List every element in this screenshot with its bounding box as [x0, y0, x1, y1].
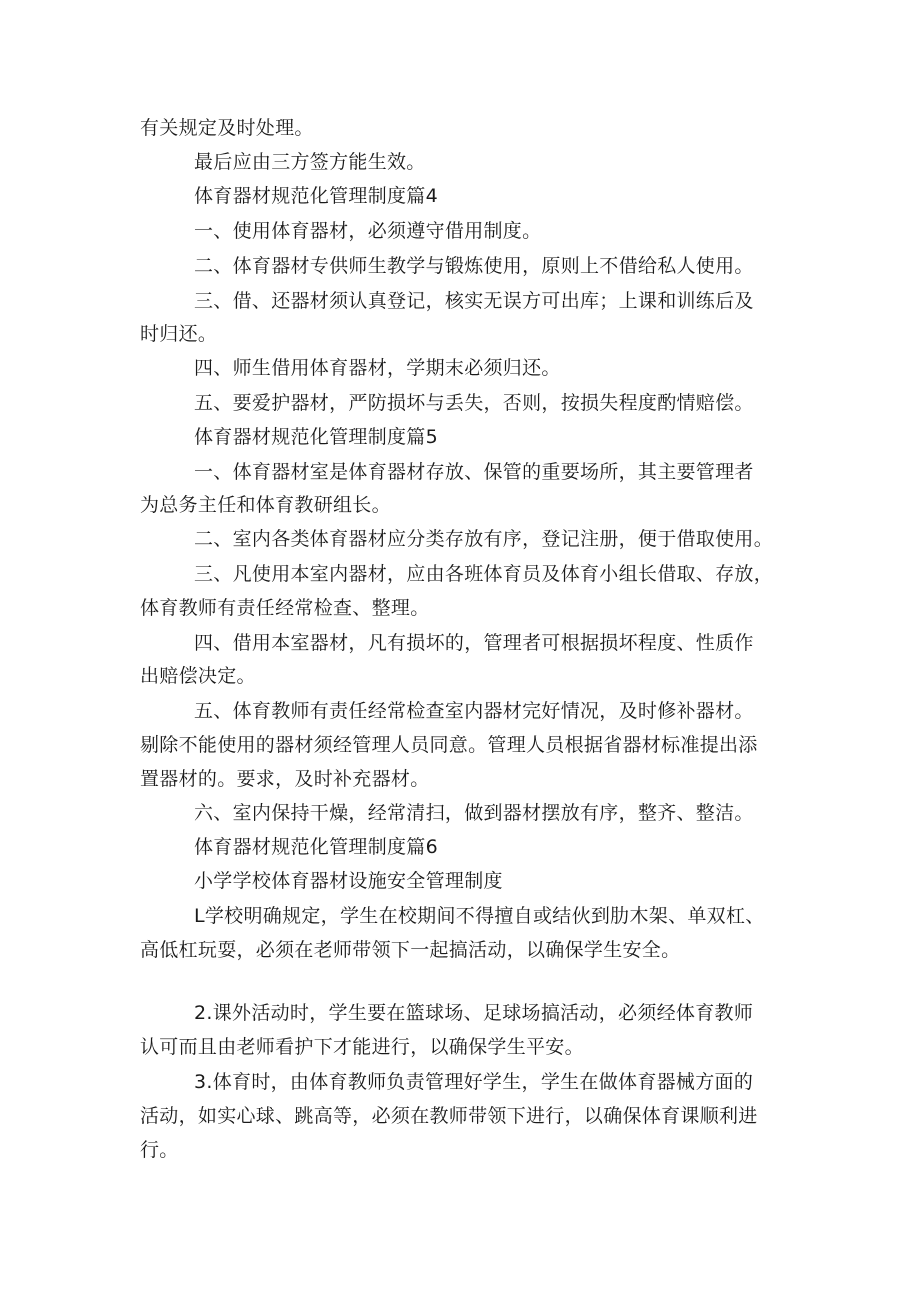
paragraph-line: 六、室内保持干燥，经常清扫，做到器材摆放有序，整齐、整洁。 [194, 802, 754, 824]
paragraph-line: 五、要爱护器材，严防损坏与丢失，否则，按损失程度酌情赔偿。 [194, 392, 754, 414]
paragraph-line: 出赔偿决定。 [140, 665, 256, 687]
paragraph-line: 体育教师有责任经常检查、整理。 [140, 597, 430, 619]
paragraph-line: 高低杠玩耍，必须在老师带领下一起搞活动，以确保学生安全。 [140, 939, 681, 961]
section-heading: 体育器材规范化管理制度篇6 [194, 836, 438, 858]
paragraph-line: 认可而且由老师看护下才能进行，以确保学生平安。 [140, 1036, 584, 1058]
paragraph-line: 四、借用本室器材，凡有损坏的，管理者可根据损坏程度、性质作 [194, 632, 754, 654]
paragraph-line: 行。 [140, 1139, 179, 1161]
paragraph-line: 一、体育器材室是体育器材存放、保管的重要场所，其主要管理者 [194, 461, 754, 483]
paragraph-line: 三、凡使用本室内器材，应由各班体育员及体育小组长借取、存放， [194, 563, 774, 585]
paragraph-line: 五、体育教师有责任经常检查室内器材完好情况，及时修补器材。 [194, 700, 754, 722]
paragraph-line: 2.课外活动时，学生要在篮球场、足球场搞活动，必须经体育教师 [194, 1002, 754, 1024]
paragraph-line: 置器材的。要求，及时补充器材。 [140, 768, 430, 790]
section-heading: 体育器材规范化管理制度篇4 [194, 185, 438, 207]
paragraph-line: 三、借、还器材须认真登记，核实无误方可出库；上课和训练后及 [194, 290, 754, 312]
section-subheading: 小学学校体育器材设施安全管理制度 [194, 870, 503, 892]
paragraph-line: 3.体育时，由体育教师负责管理好学生，学生在做体育器械方面的 [194, 1071, 754, 1093]
section-heading: 体育器材规范化管理制度篇5 [194, 426, 438, 448]
paragraph-line: 为总务主任和体育教研组长。 [140, 494, 391, 516]
paragraph-line: 一、使用体育器材，必须遵守借用制度。 [194, 220, 542, 242]
paragraph-line: 四、师生借用体育器材，学期末必须归还。 [194, 357, 561, 379]
paragraph-line: 二、室内各类体育器材应分类存放有序，登记注册，便于借取使用。 [194, 528, 774, 550]
paragraph-line: 二、体育器材专供师生教学与锻炼使用，原则上不借给私人使用。 [194, 255, 754, 277]
paragraph-line: L学校明确规定，学生在校期间不得擅自或结伙到肋木架、单双杠、 [194, 905, 765, 927]
paragraph-line: 时归还。 [140, 323, 218, 345]
paragraph-line: 最后应由三方签方能生效。 [194, 151, 426, 173]
paragraph-line: 剔除不能使用的器材须经管理人员同意。管理人员根据省器材标准提出添 [140, 734, 758, 756]
paragraph-line: 有关规定及时处理。 [140, 117, 314, 139]
paragraph-line: 活动，如实心球、跳高等，必须在教师带领下进行，以确保体育课顺利进 [140, 1105, 758, 1127]
